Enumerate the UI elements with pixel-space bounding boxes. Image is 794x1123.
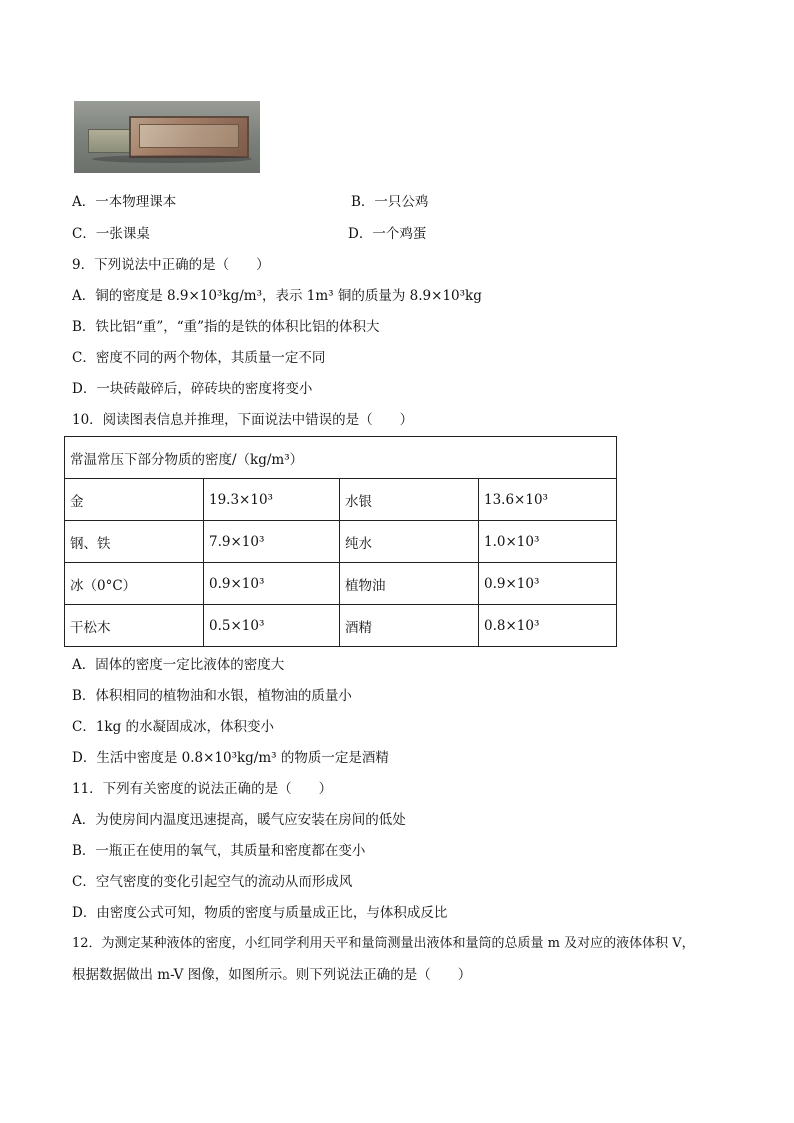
table-row <box>65 521 617 563</box>
density-cell: 0.8×10³ <box>479 605 617 647</box>
substance-cell: 金 <box>65 479 204 521</box>
q8-option-c: C．一张课桌 <box>72 226 150 242</box>
artifact-body <box>129 116 249 158</box>
table-row <box>65 479 617 521</box>
density-cell: 0.9×10³ <box>204 563 340 605</box>
density-cell: 7.9×10³ <box>204 521 340 563</box>
q10-option-d: D．生活中密度是 0.8×10³kg/m³ 的物质一定是酒精 <box>72 750 389 766</box>
substance-cell: 水银 <box>340 479 479 521</box>
q11-option-b: B．一瓶正在使用的氧气，其质量和密度都在变小 <box>72 843 366 859</box>
density-cell: 0.9×10³ <box>479 563 617 605</box>
density-cell: 0.5×10³ <box>204 605 340 647</box>
substance-cell: 冰（0°C） <box>65 563 204 605</box>
table-row <box>65 605 617 647</box>
q12-stem-line2: 根据数据做出 m-V 图像，如图所示。则下列说法正确的是（ ） <box>72 967 472 983</box>
substance-cell: 植物油 <box>340 563 479 605</box>
artifact-handle <box>88 129 134 153</box>
q8-option-b: B．一只公鸡 <box>351 194 429 210</box>
substance-cell: 纯水 <box>340 521 479 563</box>
artifact-shadow <box>92 155 252 163</box>
q11-option-c: C．空气密度的变化引起空气的流动从而形成风 <box>72 874 353 890</box>
q10-option-b: B．体积相同的植物油和水银，植物油的质量小 <box>72 688 352 704</box>
bronze-artifact-photo <box>74 101 260 173</box>
table-title: 常温常压下部分物质的密度/（kg/m³） <box>65 437 617 479</box>
substance-cell: 钢、铁 <box>65 521 204 563</box>
density-cell: 19.3×10³ <box>204 479 340 521</box>
q11-option-d: D．由密度公式可知，物质的密度与质量成正比，与体积成反比 <box>72 905 448 921</box>
q9-stem: 9．下列说法中正确的是（ ） <box>72 257 270 273</box>
q11-option-a: A．为使房间内温度迅速提高，暖气应安装在房间的低处 <box>72 812 406 828</box>
q8-option-d: D．一个鸡蛋 <box>348 226 427 242</box>
q9-option-c: C．密度不同的两个物体，其质量一定不同 <box>72 350 326 366</box>
density-table <box>64 436 617 647</box>
q8-option-a: A．一本物理课本 <box>72 194 177 210</box>
q9-option-d: D．一块砖敲碎后，碎砖块的密度将变小 <box>72 381 313 397</box>
q10-stem: 10．阅读图表信息并推理，下面说法中错误的是（ ） <box>72 412 414 428</box>
q10-option-a: A．固体的密度一定比液体的密度大 <box>72 657 285 673</box>
table-row <box>65 563 617 605</box>
density-cell: 1.0×10³ <box>479 521 617 563</box>
q12-stem-line1: 12．为测定某种液体的密度，小红同学利用天平和量筒测量出液体和量筒的总质量 m 及对应的液体体积 V， <box>72 936 695 951</box>
substance-cell: 干松木 <box>65 605 204 647</box>
density-cell: 13.6×10³ <box>479 479 617 521</box>
q9-option-a: A．铜的密度是 8.9×10³kg/m³，表示 1m³ 铜的质量为 8.9×10³kg <box>72 288 482 304</box>
q11-stem: 11．下列有关密度的说法正确的是（ ） <box>72 781 333 797</box>
q10-option-c: C．1kg 的水凝固成冰，体积变小 <box>72 719 275 735</box>
q9-option-b: B．铁比铝“重”，“重”指的是铁的体积比铝的体积大 <box>72 319 380 335</box>
substance-cell: 酒精 <box>340 605 479 647</box>
